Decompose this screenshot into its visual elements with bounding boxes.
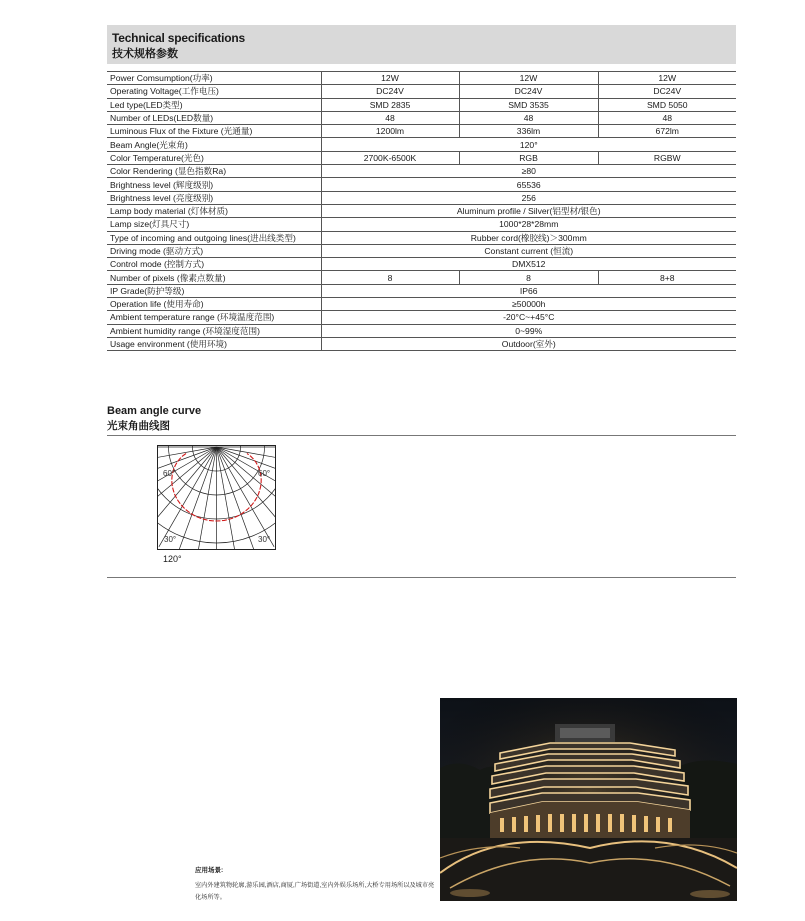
spec-value: DC24V [598,85,736,98]
spec-label: Color Rendering (显色指数Ra) [107,165,321,178]
spec-value: 65536 [321,178,736,191]
spec-label: Control mode (控制方式) [107,258,321,271]
spec-value: 336lm [459,125,598,138]
spec-label: Brightness level (辉度级别) [107,178,321,191]
spec-title-cn: 技术规格参数 [112,48,178,60]
spec-row [107,125,736,138]
spec-row [107,72,736,85]
beam-title-cn: 光束角曲线图 [107,420,170,432]
spec-value: 8 [321,271,459,284]
spec-label: Brightness level (亮度级别) [107,191,321,204]
spec-value: Outdoor(室外) [321,337,736,350]
application-title: 应用场景: [195,867,224,874]
spec-value: 2700K-6500K [321,151,459,164]
spec-value: 1000*28*28mm [321,218,736,231]
label-30-right: 30° [258,535,271,544]
spec-label: Operating Voltage(工作电压) [107,85,321,98]
spec-row [107,337,736,350]
beam-title [107,405,201,433]
beam-title-en: Beam angle curve [107,405,202,417]
spec-row [107,244,736,257]
spec-value: 256 [321,191,736,204]
spec-label: Ambient temperature range (环境温度范围) [107,311,321,324]
spec-row [107,204,736,217]
spec-value: 8+8 [598,271,736,284]
spec-label: Driving mode (驱动方式) [107,244,321,257]
spec-label: Number of LEDs(LED数量) [107,111,321,124]
spec-row [107,258,736,271]
spec-title-en: Technical specifications [112,31,246,45]
spec-row [107,111,736,124]
building-night-photo [440,698,737,901]
spec-label: Power Comsumption(功率) [107,72,321,85]
label-30-left: 30° [164,535,177,544]
spec-value: RGB [459,151,598,164]
spec-label: Beam Angle(光束角) [107,138,321,151]
spec-value: 120° [321,138,736,151]
spec-value: Aluminum profile / Silver(铝型材/银色) [321,204,736,217]
spec-value: 1200lm [321,125,459,138]
spec-value: 48 [459,111,598,124]
beam-angle-caption: 120° [163,554,182,564]
spec-value: ≥80 [321,165,736,178]
spec-value: SMD 2835 [321,98,459,111]
spec-row [107,138,736,151]
spec-value: Constant current (恒流) [321,244,736,257]
spec-value: 672lm [598,125,736,138]
spec-row [107,284,736,297]
spec-row [107,151,736,164]
spec-row [107,231,736,244]
spec-value: -20°C~+45°C [321,311,736,324]
spec-label: Luminous Flux of the Fixture (光通量) [107,125,321,138]
spec-value: ≥50000h [321,298,736,311]
spec-row [107,85,736,98]
spec-row [107,298,736,311]
label-60-left: 60° [163,469,176,478]
beam-divider-bottom [107,577,736,578]
spec-label: Number of pixels (像素点数量) [107,271,321,284]
spec-label: Lamp size(灯具尺寸) [107,218,321,231]
spec-value: 12W [459,72,598,85]
spec-value: DC24V [459,85,598,98]
spec-value: DMX512 [321,258,736,271]
spec-label: Color Temperature(光色) [107,151,321,164]
application-text: 室内外建筑物轮廓,游乐园,酒店,商厦,广场街道,室内外娱乐场所,大桥专用场所以及城市亮化场所等。 [195,882,435,901]
spec-row [107,98,736,111]
beam-polar-chart [157,445,276,550]
spec-value: Rubber cord(橡胶线)＞300mm [321,231,736,244]
spec-row [107,178,736,191]
spec-label: Ambient humidity range (环境湿度范围) [107,324,321,337]
spec-label: Usage environment (使用环境) [107,337,321,350]
spec-value: 48 [598,111,736,124]
spec-row [107,311,736,324]
spec-value: SMD 5050 [598,98,736,111]
spec-header-band [107,25,736,64]
spec-value: 12W [598,72,736,85]
spec-row [107,191,736,204]
spec-value: 48 [321,111,459,124]
spec-value: IP66 [321,284,736,297]
beam-divider-top [107,435,736,436]
spec-label: IP Grade(防护等级) [107,284,321,297]
spec-value: RGBW [598,151,736,164]
spec-row [107,165,736,178]
spec-value: 8 [459,271,598,284]
spec-label: Lamp body material (灯体材质) [107,204,321,217]
label-60-right: 60° [258,469,271,478]
spec-row [107,271,736,284]
spec-value: 12W [321,72,459,85]
spec-label: Type of incoming and outgoing lines(进出线类型) [107,231,321,244]
spec-table [107,71,736,351]
spec-row [107,324,736,337]
spec-value: 0~99% [321,324,736,337]
spec-label: Operation life (使用寿命) [107,298,321,311]
spec-value: DC24V [321,85,459,98]
spec-row [107,218,736,231]
spec-value: SMD 3535 [459,98,598,111]
spec-label: Led type(LED类型) [107,98,321,111]
